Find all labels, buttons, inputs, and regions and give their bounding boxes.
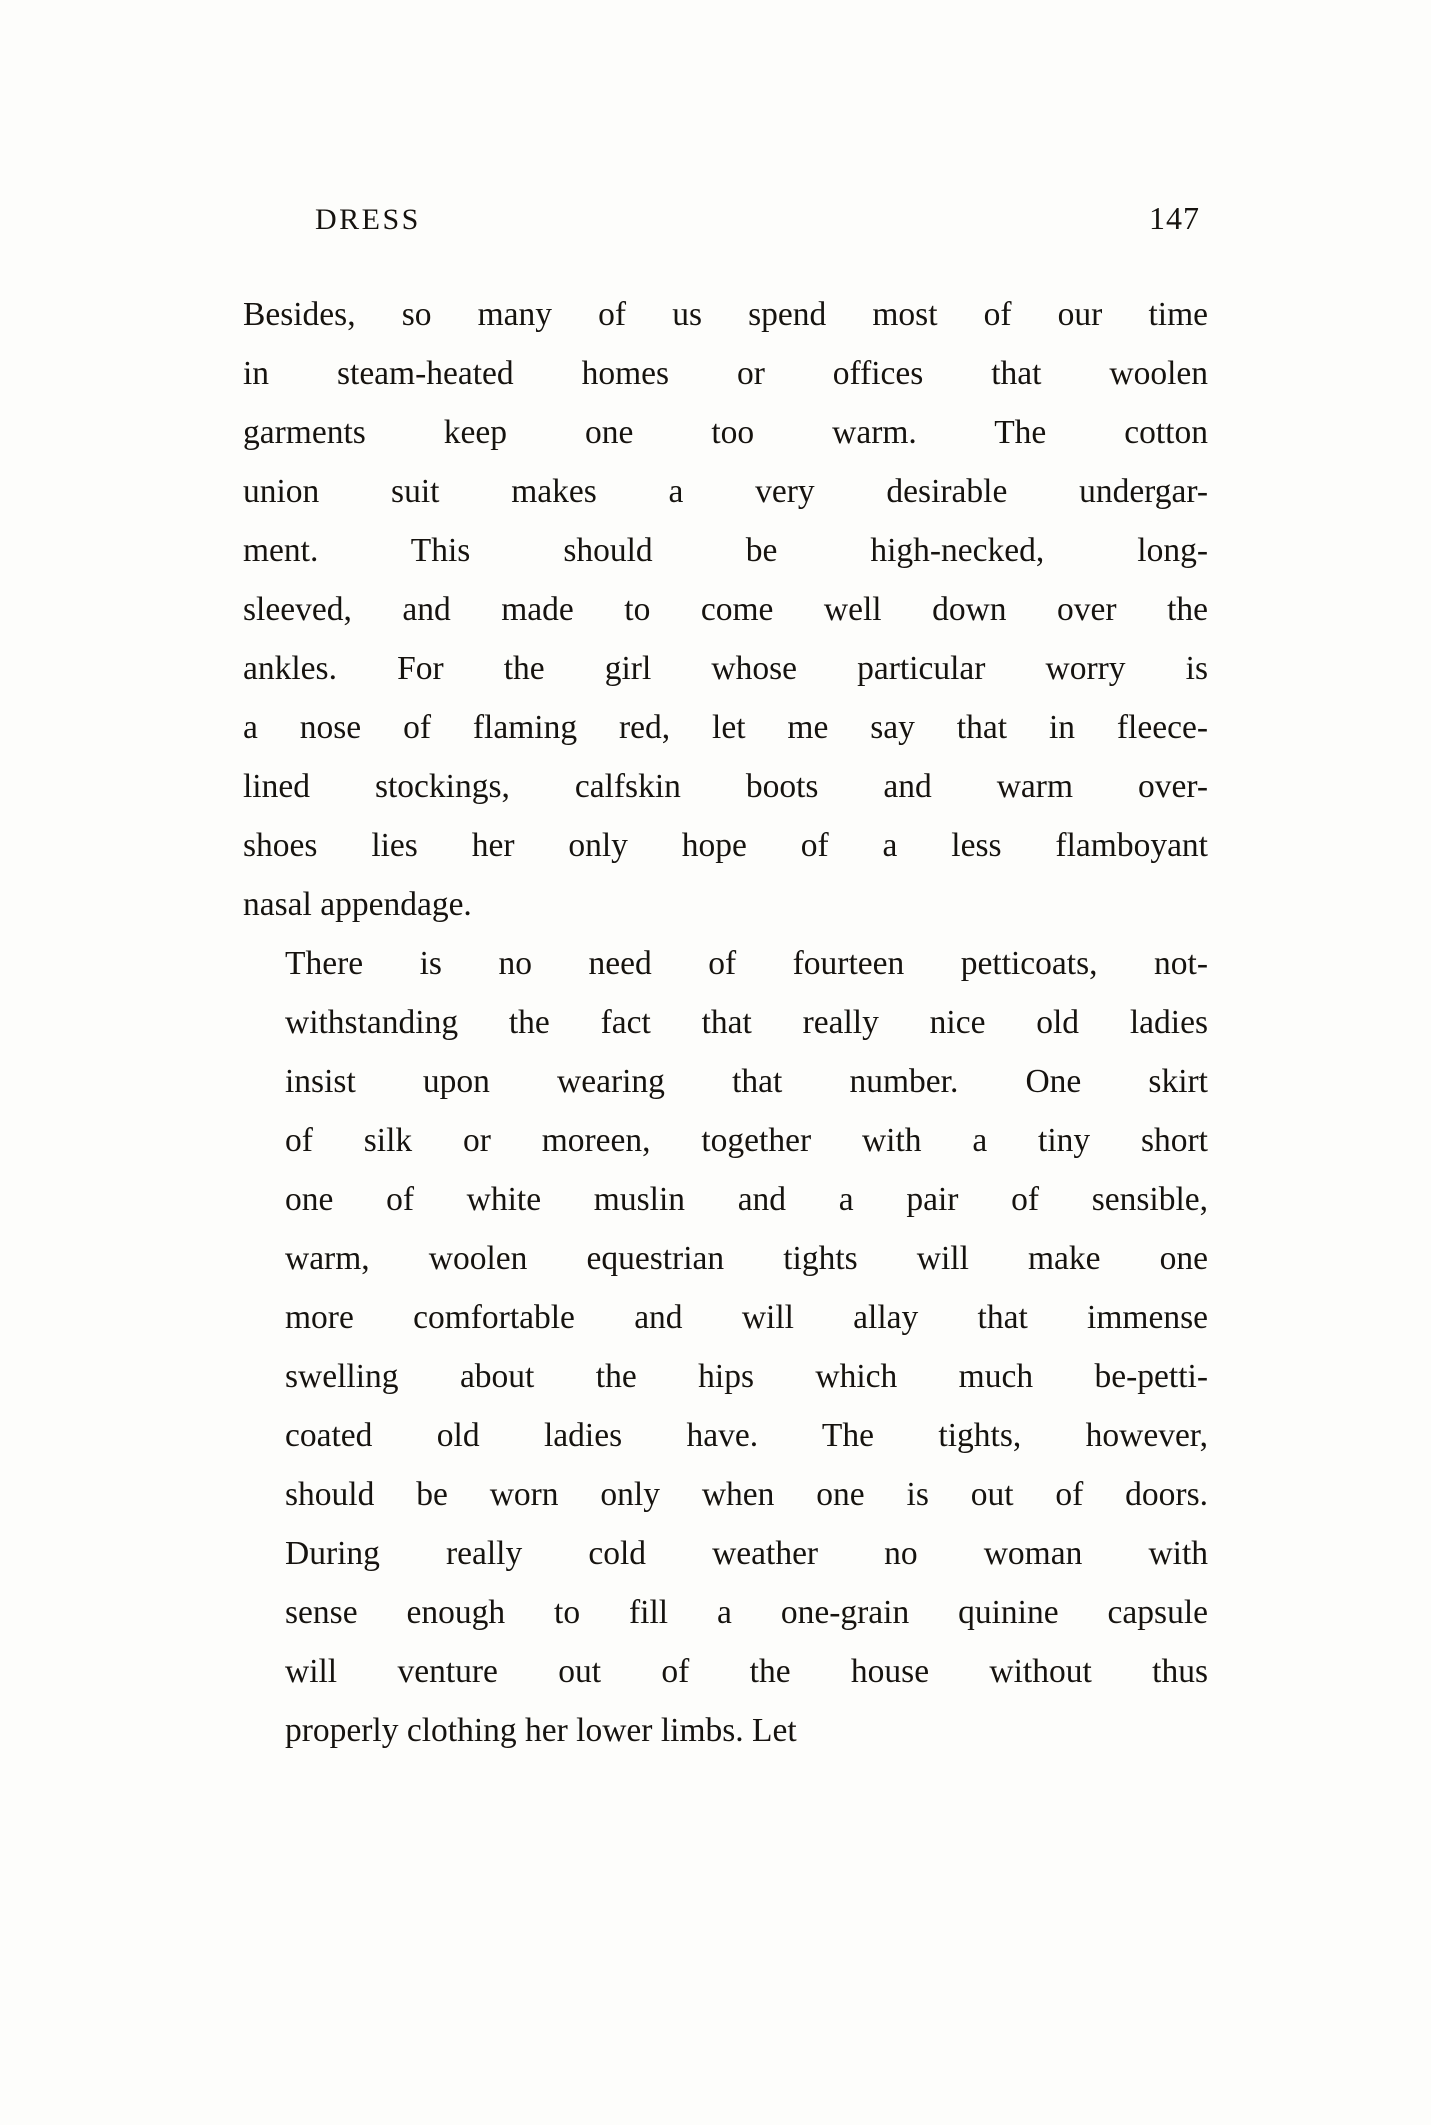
text-line: properly clothing her lower limbs. Let (285, 1712, 797, 1749)
text-line: nasal appendage. (243, 886, 472, 923)
paragraph-2 (243, 934, 1208, 1760)
text-line: will venture out of the house without thus (285, 1653, 1208, 1690)
running-head-title: DRESS (315, 203, 421, 236)
page-number: 147 (1149, 200, 1200, 236)
text-line: of silk or moreen, together with a tiny short (285, 1122, 1208, 1159)
paragraph-1 (243, 285, 1208, 934)
text-line: union suit makes a very desirable undergar- (243, 473, 1208, 510)
text-line: more comfortable and will allay that immense (285, 1299, 1208, 1336)
text-line: one of white muslin and a pair of sensible, (285, 1181, 1208, 1218)
body-text (243, 285, 1208, 1760)
text-line: shoes lies her only hope of a less flamboyant (243, 827, 1208, 864)
text-line: coated old ladies have. The tights, however, (285, 1417, 1208, 1454)
text-line: garments keep one too warm. The cotton (243, 414, 1208, 451)
text-line: withstanding the fact that really nice old ladies (285, 1004, 1208, 1041)
text-line: lined stockings, calfskin boots and warm over- (243, 768, 1208, 805)
text-line: ankles. For the girl whose particular worry is (243, 650, 1208, 687)
text-line: Besides, so many of us spend most of our time (243, 296, 1208, 333)
text-line: in steam-heated homes or offices that woolen (243, 355, 1208, 392)
text-line: insist upon wearing that number. One skirt (285, 1063, 1208, 1100)
text-line: During really cold weather no woman with (285, 1535, 1208, 1572)
running-head (243, 200, 1208, 237)
text-line: There is no need of fourteen petticoats, not- (285, 945, 1208, 982)
text-line: a nose of flaming red, let me say that in fleece- (243, 709, 1208, 746)
page-content (243, 200, 1208, 1760)
text-line: sense enough to fill a one-grain quinine capsule (285, 1594, 1208, 1631)
text-line: should be worn only when one is out of doors. (285, 1476, 1208, 1513)
text-line: swelling about the hips which much be-petti- (285, 1358, 1208, 1395)
text-line: sleeved, and made to come well down over the (243, 591, 1208, 628)
text-line: ment. This should be high-necked, long- (243, 532, 1208, 569)
text-line: warm, woolen equestrian tights will make one (285, 1240, 1208, 1277)
